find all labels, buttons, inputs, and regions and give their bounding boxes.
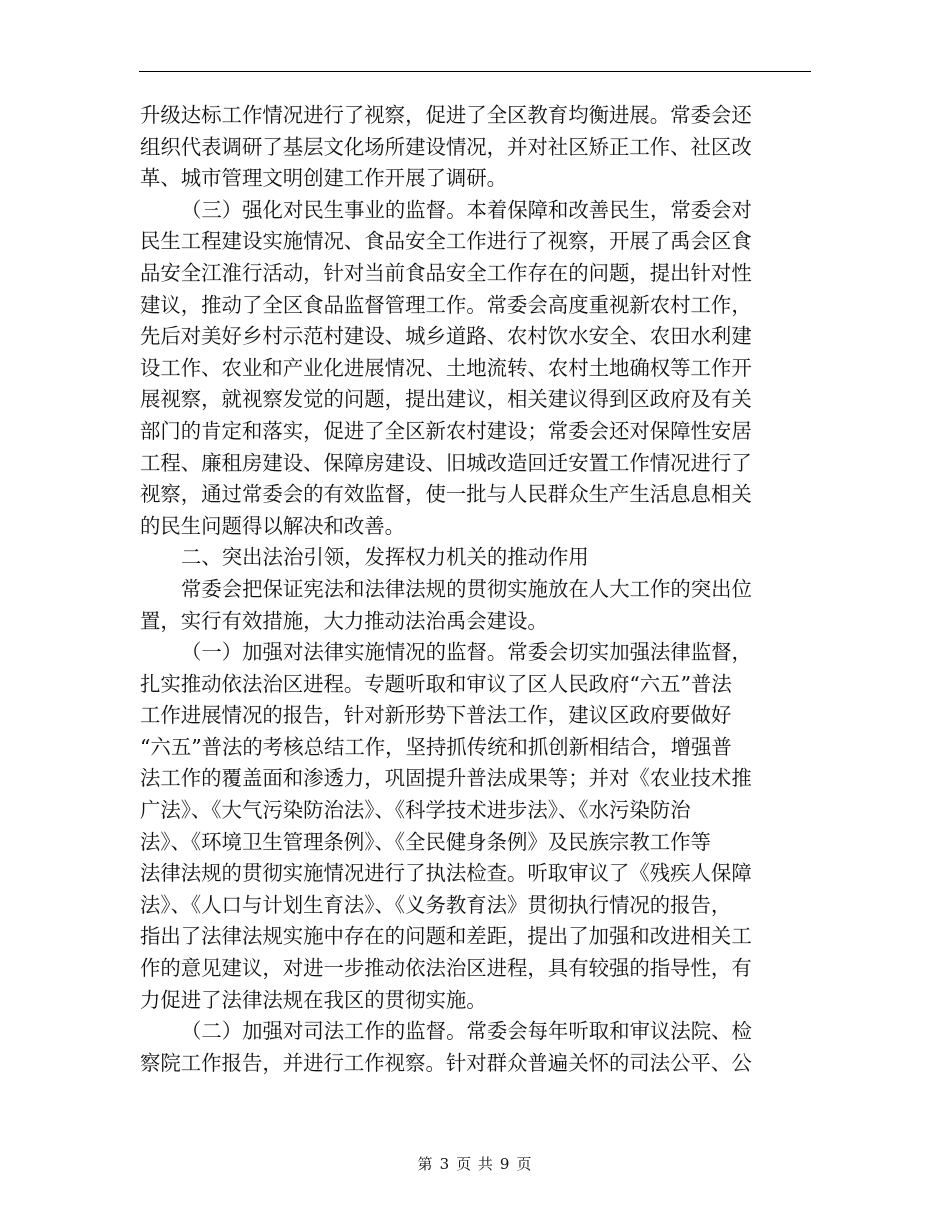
text-line: （一）加强对法律实施情况的监督。常委会切实加强法律监督， [181,640,752,665]
text-line: 设工作、农业和产业化进展情况、土地流转、农村土地确权等工作开 [140,355,752,380]
text-line: （三）强化对民生事业的监督。本着保障和改善民生，常委会对 [181,197,752,222]
text-line: 法律法规的贯彻实施情况进行了执法检查。听取审议了《残疾人保障 [140,861,752,886]
text-line: 部门的肯定和落实，促进了全区新农村建设；常委会还对保障性安居 [140,418,752,443]
text-line: 指出了法律法规实施中存在的问题和差距，提出了加强和改进相关工 [140,924,752,949]
text-line: 组织代表调研了基层文化场所建设情况，并对社区矫正工作、社区改 [140,134,752,159]
footer-suffix: 页 [516,1155,533,1173]
text-line: 工程、廉租房建设、保障房建设、旧城改造回迁安置工作情况进行了 [140,450,752,475]
text-line: （二）加强对司法工作的监督。常委会每年听取和审议法院、检 [181,1019,752,1044]
text-line: 先后对美好乡村示范村建设、城乡道路、农村饮水安全、农田水利建 [140,324,752,349]
text-line: 力促进了法律法规在我区的贯彻实施。 [140,987,487,1012]
text-line: “六五”普法的考核总结工作，坚持抓传统和抓创新相结合，增强普 [140,734,732,759]
text-line: 工作进展情况的报告，针对新形势下普法工作，建议区政府要做好 [140,703,732,728]
text-line: 法》、《人口与计划生育法》、《义务教育法》贯彻执行情况的报告， [140,892,732,917]
text-line: 置，实行有效措施，大力推动法治禹会建设。 [140,608,548,633]
page-footer [0,1153,950,1174]
footer-mid: 页 共 [456,1155,494,1173]
text-line: 广法》、《大气污染防治法》、《科学技术进步法》、《水污染防治 [140,798,691,823]
text-line: 展视察，就视察发觉的问题，提出建议，相关建议得到区政府及有关 [140,387,752,412]
text-line: 民生工程建设实施情况、食品安全工作进行了视察，开展了禹会区食 [140,229,752,254]
text-line: 建议，推动了全区食品监督管理工作。常委会高度重视新农村工作， [140,292,752,317]
text-line: 法工作的覆盖面和渗透力，巩固提升普法成果等；并对《农业技术推 [140,766,752,791]
text-line: 扎实推动依法治区进程。专题听取和审议了区人民政府“六五”普法 [140,671,732,696]
text-line: 升级达标工作情况进行了视察，促进了全区教育均衡进展。常委会还 [140,103,752,127]
text-line: 作的意见建议，对进一步推动依法治区进程，具有较强的指导性，有 [140,956,752,981]
text-line: 品安全江淮行活动，针对当前食品安全工作存在的问题，提出针对性 [140,260,752,285]
page-total: 9 [499,1155,511,1173]
page-number: 3 [439,1155,451,1173]
text-line: 法》、《环境卫生管理条例》、《全民健身条例》及民族宗教工作等 [140,829,711,854]
text-line: 革、城市管理文明创建工作开展了调研。 [140,166,508,191]
text-line: 视察，通过常委会的有效监督，使一批与人民群众生产生活息息相关 [140,482,752,507]
text-line: 的民生问题得以解决和改善。 [140,513,406,538]
footer-prefix: 第 [417,1155,434,1173]
header-rule [139,71,811,72]
text-line: 常委会把保证宪法和法律法规的贯彻实施放在人大工作的突出位 [181,576,752,601]
section-heading: 二、突出法治引领，发挥权力机关的推动作用 [181,545,589,570]
text-line: 察院工作报告，并进行工作视察。针对群众普遍关怀的司法公平、公 [140,1050,752,1075]
body-text [140,100,815,1079]
